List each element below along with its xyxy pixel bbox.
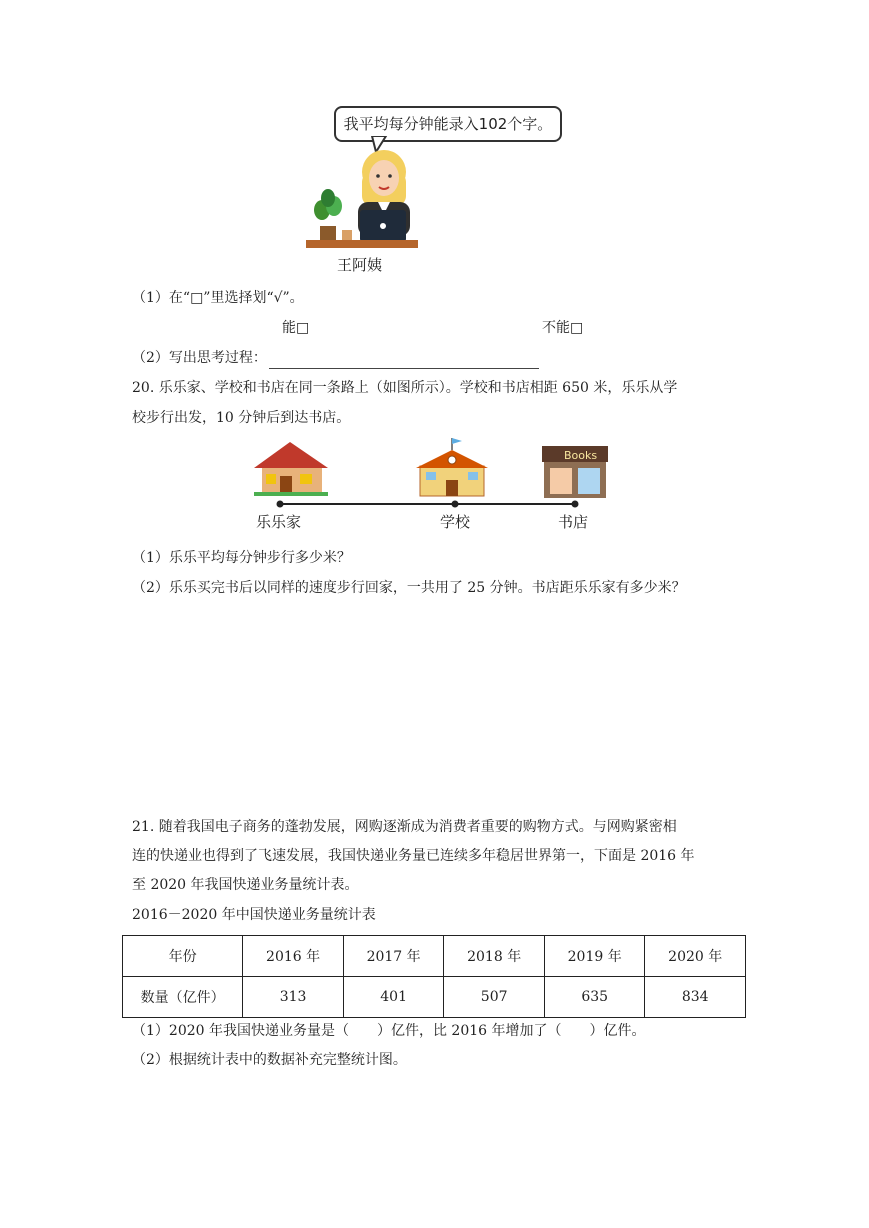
table-cell: 313: [243, 977, 344, 1018]
office-worker-illustration: [300, 136, 430, 254]
q19-sub2: [132, 347, 539, 369]
point-home: [277, 501, 284, 508]
table-cell: 401: [343, 977, 444, 1018]
person-name-label: 王阿姨: [337, 256, 383, 274]
stats-table: [122, 935, 746, 1018]
q19-sub1: （1）在“□”里选择划“√”。: [132, 290, 304, 306]
table-cell: 834: [645, 977, 746, 1018]
table-cell: 2020 年: [645, 936, 746, 977]
table-header-row: [123, 936, 746, 977]
speech-text: 我平均每分钟能录入102个字。: [343, 115, 553, 133]
q19-sub2-label: （2）写出思考过程：: [132, 350, 267, 366]
house-icon: [254, 442, 328, 496]
q21-line3: 至 2020 年我国快递业务量统计表。: [132, 877, 359, 893]
school-icon: [416, 438, 488, 496]
q20-sub2: （2）乐乐买完书后以同样的速度步行回家，一共用了 25 分钟。书店距乐乐家有多少米？: [132, 580, 686, 596]
label-store: 书店: [558, 513, 589, 531]
label-home: 乐乐家: [256, 513, 302, 531]
q21-sub1: （1）2020 年我国快递业务量是（ ）亿件，比 2016 年增加了（ ）亿件。: [132, 1023, 646, 1039]
q20-sub1: （1）乐乐平均每分钟步行多少米？: [132, 550, 351, 566]
table-cell: 635: [544, 977, 645, 1018]
table-cell: 2016 年: [243, 936, 344, 977]
option-no[interactable]: 不能□: [542, 320, 584, 336]
books-sign: Books: [564, 449, 598, 462]
table-cell: 数量（亿件）: [123, 977, 243, 1018]
q21-line1: 21. 随着我国电子商务的蓬勃发展，网购逐渐成为消费者重要的购物方式。与网购紧密相: [132, 819, 677, 835]
option-yes[interactable]: 能□: [282, 320, 310, 336]
label-school: 学校: [440, 513, 471, 531]
answer-blank-line[interactable]: [269, 352, 539, 369]
table-cell: 2018 年: [444, 936, 545, 977]
point-store: [572, 501, 579, 508]
q20-line2: 校步行出发，10 分钟后到达书店。: [132, 410, 351, 426]
table-cell: 2017 年: [343, 936, 444, 977]
table-cell: 2019 年: [544, 936, 645, 977]
table-row: [123, 977, 746, 1018]
point-school: [452, 501, 459, 508]
q20-line1: 20. 乐乐家、学校和书店在同一条路上（如图所示）。学校和书店相距 650 米，乐乐从学: [132, 380, 678, 396]
table-title: 2016－2020 年中国快递业务量统计表: [132, 907, 376, 923]
q21-sub2: （2）根据统计表中的数据补充完整统计图。: [132, 1052, 407, 1068]
table-cell: 507: [444, 977, 545, 1018]
bookstore-icon: [542, 446, 608, 498]
q21-line2: 连的快递业也得到了飞速发展，我国快递业务量已连续多年稳居世界第一，下面是 2016 年: [132, 848, 695, 864]
table-cell: 年份: [123, 936, 243, 977]
